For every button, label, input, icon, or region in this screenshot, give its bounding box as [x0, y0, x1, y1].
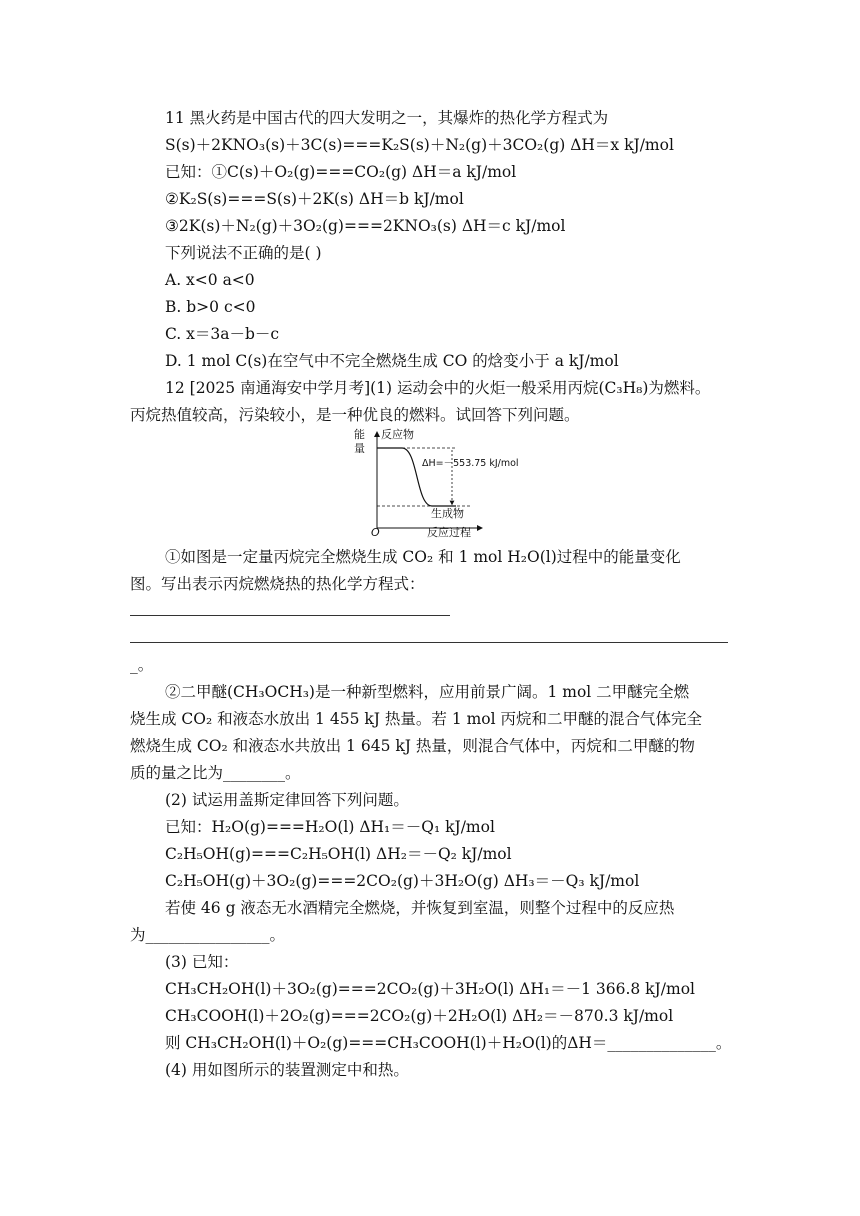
- q12-sub2-known1: 已知：H₂O(g)===H₂O(l) ΔH₁＝－Q₁ kJ/mol: [165, 818, 495, 836]
- q12-sub3-known2: CH₃COOH(l)＋2O₂(g)===2CO₂(g)＋2H₂O(l) ΔH₂＝－870.3 kJ/mol: [165, 1007, 674, 1025]
- q11-option-d[interactable]: D. 1 mol C(s)在空气中不完全燃烧生成 CO 的焓变小于 a kJ/mol: [165, 352, 619, 370]
- energy-diagram: [352, 426, 519, 539]
- q11-known-1: 已知：①C(s)＋O₂(g)===CO₂(g) ΔH＝a kJ/mol: [165, 163, 517, 181]
- q12-part2-line3: 燃烧生成 CO₂ 和液态水共放出 1 645 kJ 热量，则混合气体中，丙烷和二甲醚的物: [130, 737, 695, 755]
- q11-option-a[interactable]: A. x<0 a<0: [165, 271, 255, 289]
- q11-prompt: 下列说法不正确的是( ): [165, 244, 322, 262]
- q12-sub2-question1: 若使 46 g 液态无水酒精完全燃烧，并恢复到室温，则整个过程中的反应热: [165, 899, 675, 917]
- q11-option-c[interactable]: C. x＝3a－b－c: [165, 325, 280, 343]
- q11-known-2: ②K₂S(s)===S(s)＋2K(s) ΔH＝b kJ/mol: [165, 190, 464, 208]
- answer-line-1[interactable]: [130, 615, 450, 616]
- x-axis-label: 反应过程: [427, 526, 471, 539]
- q11-known-3: ③2K(s)＋N₂(g)＋3O₂(g)===2KNO₃(s) ΔH＝c kJ/mol: [165, 217, 566, 235]
- q12-sub2-known2: C₂H₅OH(g)===C₂H₅OH(l) ΔH₂＝－Q₂ kJ/mol: [165, 845, 512, 863]
- energy-curve: [377, 448, 456, 506]
- q11-stem: 11 黑火药是中国古代的四大发明之一，其爆炸的热化学方程式为: [165, 109, 609, 127]
- y-label-1: 能: [354, 428, 365, 441]
- q11-option-b[interactable]: B. b>0 c<0: [165, 298, 256, 316]
- reactant-label: 反应物: [381, 428, 414, 441]
- q12-sub3-known1: CH₃CH₂OH(l)＋3O₂(g)===2CO₂(g)＋3H₂O(l) ΔH₁＝－1 366.8 kJ/mol: [165, 980, 695, 998]
- q12-part1-end: _。: [130, 656, 154, 674]
- delta-h-label: ΔH=－553.75 kJ/mol: [422, 458, 519, 469]
- q11-main-equation: S(s)＋2KNO₃(s)＋3C(s)===K₂S(s)＋N₂(g)＋3CO₂(g) ΔH＝x kJ/mol: [165, 136, 674, 154]
- product-label: 生成物: [431, 507, 464, 520]
- q12-sub2-question2: 为________________。: [130, 926, 286, 944]
- y-label-2: 量: [354, 442, 365, 455]
- q12-part2-line4: 质的量之比为________。: [130, 764, 301, 782]
- q12-sub4-title: (4) 用如图所示的装置测定中和热。: [165, 1061, 409, 1079]
- q12-part1-line1: ①如图是一定量丙烷完全燃烧生成 CO₂ 和 1 mol H₂O(l)过程中的能量变化: [165, 548, 681, 566]
- q12-part2-line2: 烧生成 CO₂ 和液态水放出 1 455 kJ 热量。若 1 mol 丙烷和二甲醚的混合气体完全: [130, 710, 703, 728]
- q12-sub2-title: (2) 试运用盖斯定律回答下列问题。: [165, 791, 409, 809]
- q12-heading: 12 [2025 南通海安中学月考](1) 运动会中的火炬一般采用丙烷(C₃H₈)为燃料。: [165, 379, 711, 397]
- q12-sub2-known3: C₂H₅OH(g)＋3O₂(g)===2CO₂(g)＋3H₂O(g) ΔH₃＝－Q₃ kJ/mol: [165, 872, 640, 890]
- q12-part2-line1: ②二甲醚(CH₃OCH₃)是一种新型燃料，应用前景广阔。1 mol 二甲醚完全燃: [165, 683, 690, 701]
- q12-intro: 丙烷热值较高，污染较小，是一种优良的燃料。试回答下列问题。: [130, 406, 580, 424]
- q12-sub3-question: 则 CH₃CH₂OH(l)＋O₂(g)===CH₃COOH(l)＋H₂O(l)的ΔH＝______________。: [165, 1034, 732, 1052]
- answer-line-2[interactable]: [130, 642, 728, 643]
- origin-label: O: [371, 526, 380, 539]
- q12-part1-line2: 图。写出表示丙烷燃烧热的热化学方程式：: [130, 575, 425, 593]
- q12-sub3-title: (3) 已知：: [165, 953, 239, 971]
